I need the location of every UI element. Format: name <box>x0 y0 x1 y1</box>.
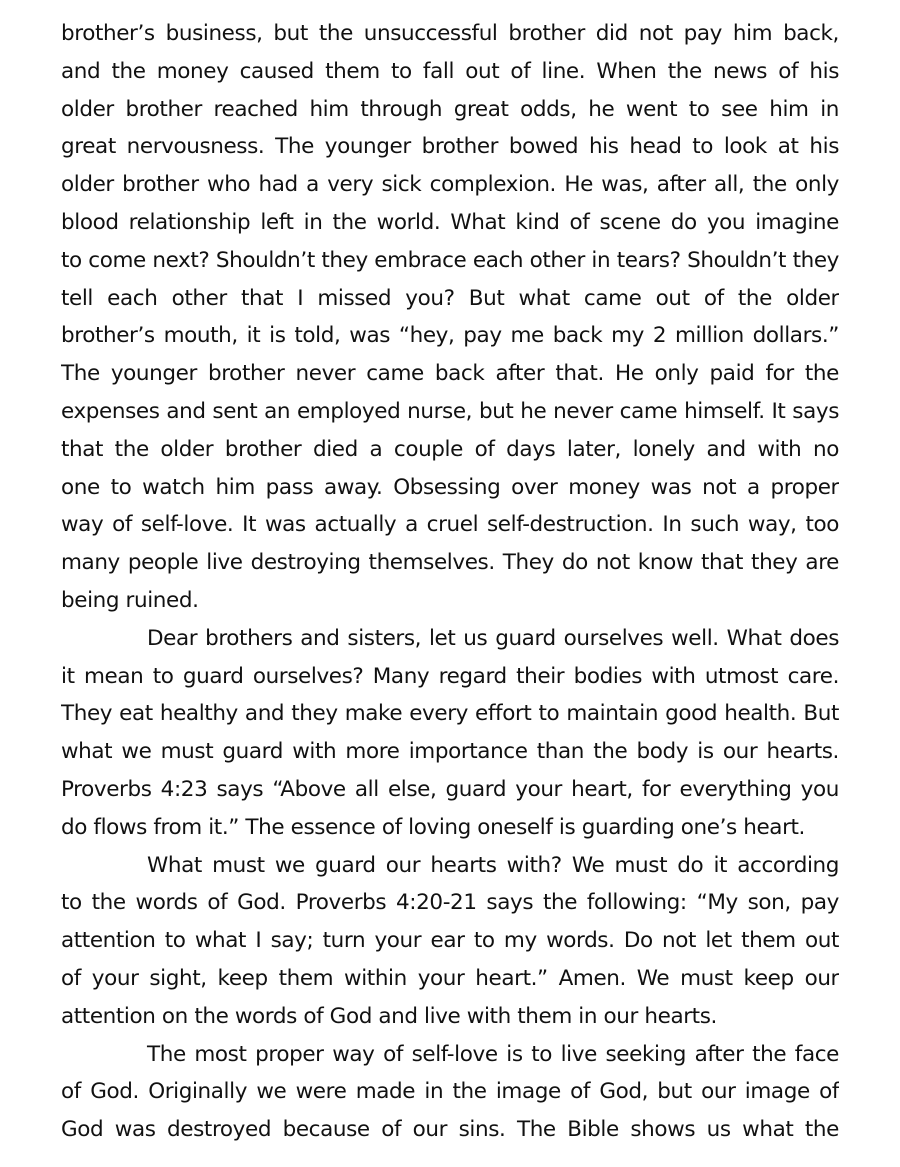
text-line: Proverbs 4:23 says “Above all else, guard your heart, for everything you <box>61 776 839 802</box>
text-line: expenses and sent an employed nurse, but he never came himself. It says <box>61 398 839 424</box>
text-line: being ruined. <box>61 587 199 613</box>
text-line: one to watch him pass away. Obsessing over money was not a proper <box>61 474 839 500</box>
text-line: The younger brother never came back after that. He only paid for the <box>61 361 839 387</box>
text-line: brother’s business, but the unsuccessful brother did not pay him back, <box>61 21 839 46</box>
paragraph <box>61 15 839 620</box>
paragraph <box>61 1036 839 1149</box>
text-line: it mean to guard ourselves? Many regard their bodies with utmost care. <box>61 663 839 689</box>
text-line: what we must guard with more importance than the body is our hearts. <box>61 739 839 765</box>
text-line: blood relationship left in the world. What kind of scene do you imagine <box>61 209 839 235</box>
text-line: older brother reached him through great odds, he went to see him in <box>61 96 839 122</box>
text-line: that the older brother died a couple of days later, lonely and with no <box>61 436 839 462</box>
text-line: brother’s mouth, it is told, was “hey, pay me back my 2 million dollars.” <box>61 323 839 349</box>
paragraph <box>61 847 839 1036</box>
text-line: What must we guard our hearts with? We must do it according <box>147 852 839 878</box>
text-line: Dear brothers and sisters, let us guard ourselves well. What does <box>147 625 839 651</box>
text-line: God was destroyed because of our sins. The Bible shows us what the <box>61 1117 839 1143</box>
paragraph <box>61 620 839 847</box>
document-body <box>61 15 839 1149</box>
text-line: do flows from it.” The essence of loving oneself is guarding one’s heart. <box>61 814 805 840</box>
text-line: They eat healthy and they make every effort to maintain good health. But <box>61 701 839 727</box>
text-line: to the words of God. Proverbs 4:20-21 says the following: “My son, pay <box>61 890 839 916</box>
text-line: way of self-love. It was actually a cruel self-destruction. In such way, too <box>61 512 839 538</box>
text-line: tell each other that I missed you? But what came out of the older <box>61 285 839 311</box>
text-line: of God. Originally we were made in the image of God, but our image of <box>61 1079 839 1105</box>
text-line: to come next? Shouldn’t they embrace each other in tears? Shouldn’t they <box>61 247 839 273</box>
text-line: great nervousness. The younger brother bowed his head to look at his <box>61 134 839 160</box>
text-line: older brother who had a very sick complexion. He was, after all, the only <box>61 172 839 198</box>
text-line: The most proper way of self-love is to live seeking after the face <box>147 1041 839 1067</box>
text-line: many people live destroying themselves. They do not know that they are <box>61 550 839 576</box>
text-line: and the money caused them to fall out of line. When the news of his <box>61 58 839 84</box>
text-line: attention on the words of God and live with them in our hearts. <box>61 1003 717 1029</box>
text-line: attention to what I say; turn your ear to my words. Do not let them out <box>61 928 839 954</box>
text-line: of your sight, keep them within your heart.” Amen. We must keep our <box>61 965 839 991</box>
